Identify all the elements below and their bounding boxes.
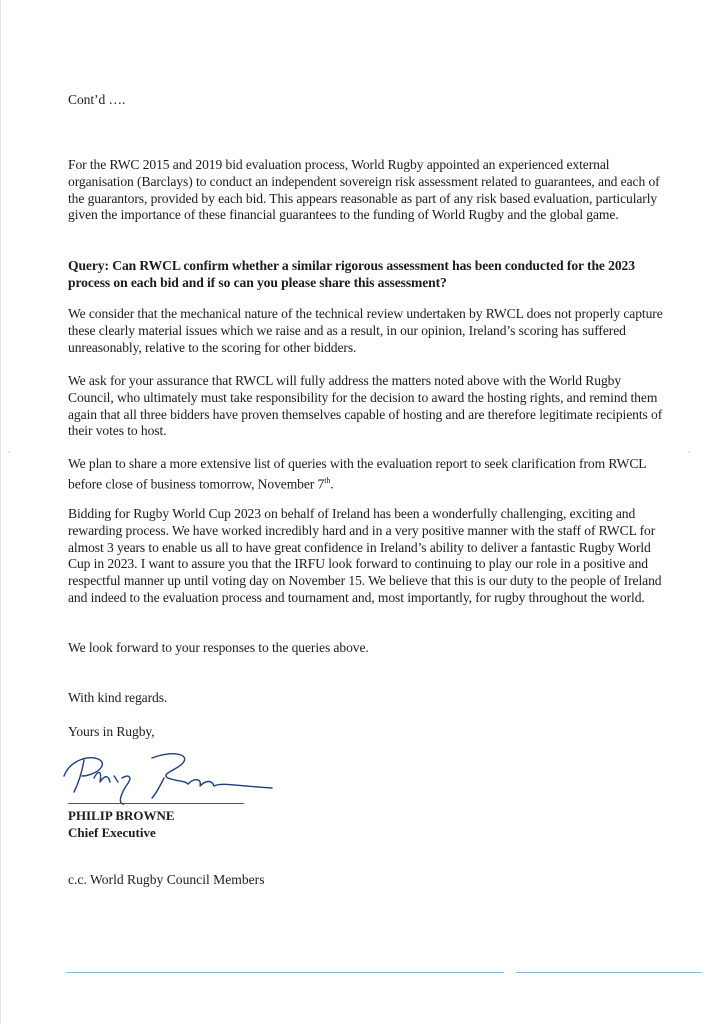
paragraph-bidding-process: Bidding for Rugby World Cup 2023 on behalf of Ireland has been a wonderfully challenging, exciting and rewarding process. We have worked incredibly hard and in a very positive manner with the staff of RWCL for almost 3 years to enable us all to have great confidence in Ireland’s ability to deliver a fantastic Rugby World Cup in 2023. I want to assure you that the IRFU look forward to continuing to play our role in a positive and respectful manner up until voting day on November 15. We believe that this is our duty to the people of Ireland and indeed to the evaluation process and tournament and, most importantly, for rugby throughout the world. xyxy=(68,506,662,605)
queries-plan-text: We plan to share a more extensive list of queries with the evaluation report to seek clarification from RWCL before close of business tomorrow, November 7 xyxy=(68,456,646,492)
paragraph-sovereign-risk: For the RWC 2015 and 2019 bid evaluation process, World Rugby appointed an experienced external organisation (Barclays) to conduct an independent sovereign risk assessment related to guarantees, and each of the guarantors, provided by each bid. This appears reasonable as part of any risk based evaluation, particularly given the importance of these financial guarantees to the funding of World Rugby and the global game. xyxy=(68,157,660,223)
ordinal-suffix: th xyxy=(324,475,331,485)
paragraph-queries-plan xyxy=(68,456,666,493)
continued-marker: Cont’d …. xyxy=(68,92,126,107)
cc-line: c.c. World Rugby Council Members xyxy=(68,872,265,887)
queries-plan-period: . xyxy=(330,476,334,492)
paragraph-assurance-request: We ask for your assurance that RWCL will fully address the matters noted above with the World Rugby Council, who ultimately must take responsibility for the decision to award the hosting rights, and remind them again that all three bidders have proven themselves capable of hosting and are therefore legitimate recipients of their votes to host. xyxy=(68,373,663,439)
signer-block xyxy=(68,807,175,841)
signature-line xyxy=(68,803,244,804)
signer-name: PHILIP BROWNE xyxy=(68,808,175,823)
sign-off: Yours in Rugby, xyxy=(68,724,155,739)
handwritten-signature xyxy=(60,748,280,810)
scan-speck xyxy=(8,451,10,453)
footer-rule-left xyxy=(66,972,504,973)
query-assessment: Query: Can RWCL confirm whether a similar rigorous assessment has been conducted for the 2023 process on each bid and if so can you please share this assessment? xyxy=(68,258,635,290)
footer-rule-right xyxy=(516,972,702,973)
signer-title: Chief Executive xyxy=(68,825,156,840)
page-edge-shadow xyxy=(0,0,1,1024)
paragraph-responses: We look forward to your responses to the queries above. xyxy=(68,640,369,655)
scan-speck xyxy=(688,451,690,453)
closing-regards: With kind regards. xyxy=(68,690,168,705)
paragraph-technical-review: We consider that the mechanical nature of the technical review undertaken by RWCL does not properly capture these clearly material issues which we raise and as a result, in our opinion, Ireland’s scoring has suffered unreasonably, relative to the scoring for other bidders. xyxy=(68,306,663,355)
